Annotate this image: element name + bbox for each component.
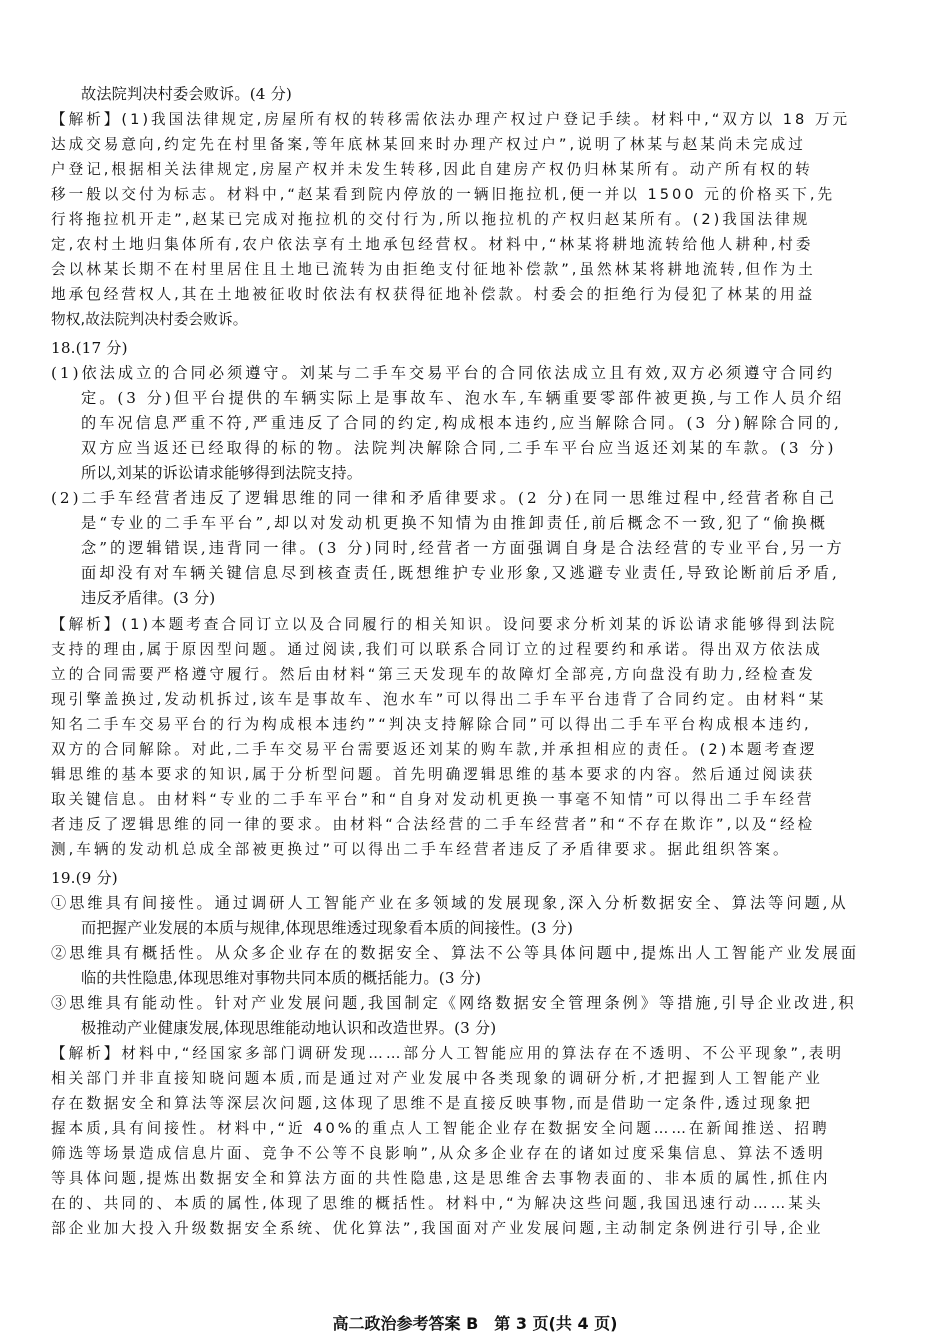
- text-line: ①思维具有间接性。通过调研人工智能产业在多领域的发展现象,深入分析数据安全、算法等问题,从: [51, 894, 849, 912]
- text-line: 存在数据安全和算法等深层次问题,这体现了思维不是直接反映事物,而是借助一定条件,透过现象把: [51, 1095, 813, 1112]
- text-line: 定,农村土地归集体所有,农户依法享有土地承包经营权。材料中,“林某将耕地流转给他人耕种,村委: [51, 236, 814, 253]
- text-line: 是“专业的二手车平台”,却以对发动机更换不知情为由推卸责任,前后概念不一致,犯了“偷换概: [81, 514, 828, 532]
- text-line: 面却没有对车辆关键信息尽到核查责任,既想维护专业形象,又逃避专业责任,导致论断前后矛盾,: [81, 564, 840, 582]
- text-line: 辑思维的基本要求的知识,属于分析型问题。首先明确逻辑思维的基本要求的内容。然后通过阅读获: [51, 766, 816, 783]
- text-line: 所以,刘某的诉讼请求能够得到法院支持。: [81, 464, 363, 482]
- text-line: 取关键信息。由材料“专业的二手车平台”和“自身对发动机更换一事毫不知情”可以得出二手车经营: [51, 791, 815, 808]
- text-line: 筛选等场景造成信息片面、竞争不公等不良影响”,从众多企业存在的诸如过度采集信息、算法不透明: [51, 1145, 826, 1162]
- text-line: 的车况信息严重不符,严重违反了合同的约定,构成根本违约,应当解除合同。(3 分)解除合同的,: [81, 414, 842, 432]
- text-line: 物权,故法院判决村委会败诉。: [51, 311, 248, 328]
- text-line: ③思维具有能动性。针对产业发展问题,我国制定《网络数据安全管理条例》等措施,引导企业改进,积: [51, 994, 857, 1012]
- text-line: 18.(17 分): [51, 339, 128, 357]
- text-line: 在的、共同的、本质的属性,体现了思维的概括性。材料中,“为解决这些问题,我国迅速行动……某头: [51, 1195, 824, 1212]
- text-line: 行将拖拉机开走”,赵某已完成对拖拉机的交付行为,所以拖拉机的产权归赵某所有。(2)我国法律规: [51, 211, 811, 228]
- text-line: 等具体问题,提炼出数据安全和算法方面的共性隐患,这是思维舍去事物表面的、非本质的属性,抓住内: [51, 1170, 831, 1187]
- text-line: 地承包经营权人,其在土地被征收时依法有权获得征地补偿款。村委会的拒绝行为侵犯了林某的用益: [51, 286, 816, 303]
- text-line: 相关部门并非直接知晓问题本质,而是通过对产业发展中各类现象的调研分析,才把握到人工智能产业: [51, 1070, 823, 1087]
- text-line: 【解析】(1)我国法律规定,房屋所有权的转移需依法办理产权过户登记手续。材料中,“双方以 18 万元: [51, 111, 851, 128]
- text-line: 移一般以交付为标志。材料中,“赵某看到院内停放的一辆旧拖拉机,便一并以 1500 元的价格买下,先: [51, 186, 836, 203]
- text-line: 立的合同需要严格遵守履行。然后由材料“第三天发现车的故障灯全部亮,方向盘没有助力,经检查发: [51, 666, 816, 683]
- text-line: ②思维具有概括性。从众多企业存在的数据安全、算法不公等具体问题中,提炼出人工智能产业发展面: [51, 944, 860, 962]
- text-line: 户登记,根据相关法律规定,房屋产权并未发生转移,因此自建房产权仍归林某所有。动产所有权的转: [51, 161, 813, 178]
- text-line: 【解析】(1)本题考查合同订立以及合同履行的相关知识。设问要求分析刘某的诉讼请求能够得到法院: [51, 616, 838, 633]
- text-line: 故法院判决村委会败诉。(4 分): [81, 85, 292, 103]
- text-line: 临的共性隐患,体现思维对事物共同本质的概括能力。(3 分): [81, 969, 482, 987]
- text-line: 者违反了逻辑思维的同一律的要求。由材料“合法经营的二手车经营者”和“不存在欺诈”,以及“经检: [51, 816, 816, 833]
- text-line: (1)依法成立的合同必须遵守。刘某与二手车交易平台的合同依法成立且有效,双方必须遵守合同约: [51, 364, 836, 382]
- text-line: 达成交易意向,约定先在村里备案,等年底林某回来时办理产权过户”,说明了林某与赵某尚未完成过: [51, 136, 806, 153]
- text-line: 握本质,具有间接性。材料中,“近 40%的重点人工智能企业存在数据安全问题……在新闻推送、招聘: [51, 1120, 830, 1137]
- text-line: (2)二手车经营者违反了逻辑思维的同一律和矛盾律要求。(2 分)在同一思维过程中,经营者称自己: [51, 489, 837, 507]
- text-line: 定。(3 分)但平台提供的车辆实际上是事故车、泡水车,车辆重要零部件被更换,与工作人员介绍: [81, 389, 845, 407]
- text-line: 支持的理由,属于原因型问题。通过阅读,我们可以联系合同订立的过程要约和承诺。得出双方依法成: [51, 641, 823, 658]
- text-line: 测,车辆的发动机总成全部被更换过”可以得出二手车经营者违反了矛盾律要求。据此组织答案。: [51, 841, 791, 858]
- text-line: 双方的合同解除。对此,二手车交易平台需要返还刘某的购车款,并承担相应的责任。(2)本题考查逻: [51, 741, 818, 758]
- text-line: 念”的逻辑错误,违背同一律。(3 分)同时,经营者一方面强调自身是合法经营的专业平台,另一方: [81, 539, 845, 557]
- text-line: 【解析】材料中,“经国家多部门调研发现……部分人工智能应用的算法存在不透明、不公平现象”,表明: [51, 1045, 844, 1062]
- text-line: 会以林某长期不在村里居住且土地已流转为由拒绝支付征地补偿款”,虽然林某将耕地流转,但作为土: [51, 261, 816, 278]
- page-footer: 高二政治参考答案 B 第 3 页(共 4 页): [332, 1314, 618, 1333]
- text-line: 极推动产业健康发展,体现思维能动地认识和改造世界。(3 分): [81, 1019, 497, 1037]
- text-line: 现引擎盖换过,发动机拆过,该车是事故车、泡水车”可以得出二手车平台违背了合同约定。由材料“某: [51, 691, 827, 708]
- text-line: 而把握产业发展的本质与规律,体现思维透过现象看本质的间接性。(3 分): [81, 919, 574, 937]
- text-line: 双方应当返还已经取得的标的物。法院判决解除合同,二手车平台应当返还刘某的车款。(3 分): [81, 439, 837, 457]
- text-line: 违反矛盾律。(3 分): [81, 589, 216, 607]
- text-line: 知名二手车交易平台的行为构成根本违约”“判决支持解除合同”可以得出二手车平台构成根本违约,: [51, 716, 812, 733]
- text-line: 19.(9 分): [51, 869, 118, 887]
- text-line: 部企业加大投入升级数据安全系统、优化算法”,我国面对产业发展问题,主动制定条例进行引导,企业: [51, 1220, 824, 1237]
